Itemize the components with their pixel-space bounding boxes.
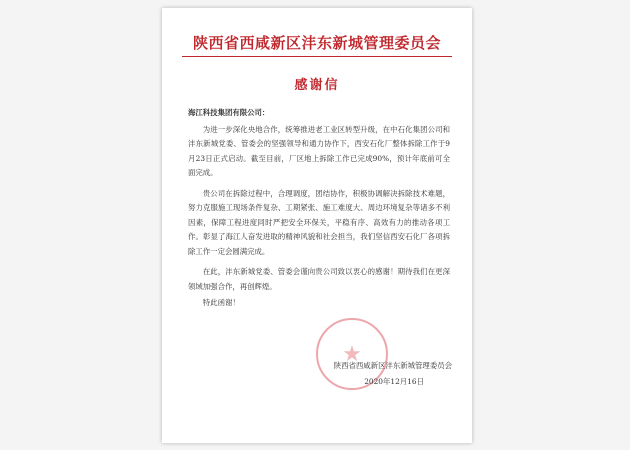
closing-remark: 特此函谢！ — [202, 298, 240, 307]
signature-org: 陕西省西咸新区沣东新城管理委员会 — [333, 361, 452, 370]
salutation: 海江科技集团有限公司： — [188, 108, 270, 117]
signature-date: 2020年12月16日 — [364, 377, 424, 386]
signature-block — [334, 358, 452, 390]
letterhead-divider — [182, 56, 452, 57]
paragraph: 在此，沣东新城党委、管委会谨向贵公司致以衷心的感谢！期待我们在更深领域加强合作，再创辉煌。 — [188, 267, 450, 291]
letter-paper — [162, 8, 472, 443]
seal-star-icon: ★ — [342, 342, 362, 367]
document-title: 感谢信 — [294, 78, 340, 93]
paragraph: 为进一步深化央地合作，统筹推进老工业区转型升级，在中石化集团公司和沣东新城党委、管委会的坚强领导和通力协作下，西安石化厂整体拆除工作于9月23日正式启动。截至目前，厂区地上拆除工作已完成90%，预计年底前可全面完成。 — [188, 124, 450, 177]
letter-body — [188, 106, 450, 311]
letterhead: 陕西省西咸新区沣东新城管理委员会 — [192, 34, 441, 52]
paragraph: 贵公司在拆除过程中，合理调度，团结协作，积极协调解决拆除技术难题，努力克服施工现场条件复杂、工期紧张、施工难度大、周边环境复杂等诸多不利因素，保障工程进度同时严把安全环保关，平稳有序、高效有力的推动各项工作。彰显了海江人奋发进取的精神风貌和社会担当，我们坚信西安石化厂各项拆除工作一定会圆满完成。 — [188, 188, 450, 256]
